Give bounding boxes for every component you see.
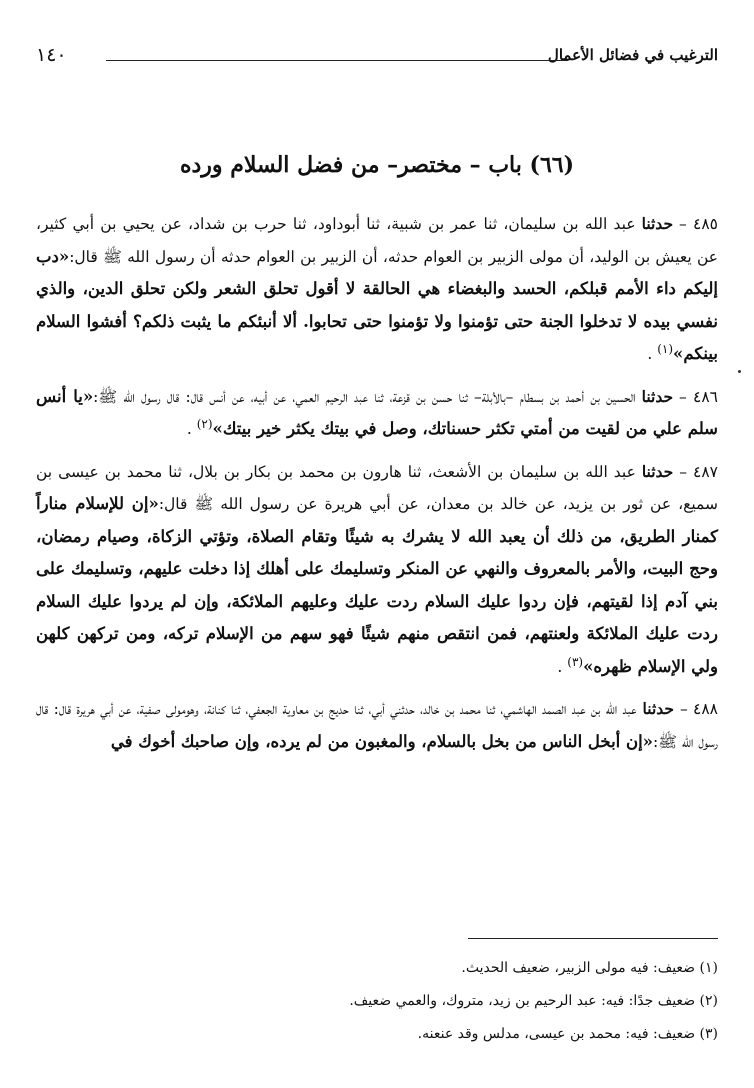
page-number: ١٤٠ bbox=[36, 44, 67, 66]
hadith-matn: «دب إليكم داء الأمم قبلكم، الحسد والبغضاء هي الحالقة لا أقول تحلق الشعر ولكن تحلق الدين، والذي نفسي بيده لا تدخلوا الجنة حتى تؤمنوا ولا تؤمنوا حتى تحابوا. ألا أنبئكم ما يثبت ذلكم؟ أفشوا السلام بينكم» bbox=[36, 246, 718, 363]
hadith-487 bbox=[36, 456, 718, 684]
hadith-isnad: عبد الله بن سليمان، ثنا عمر بن شبية، ثنا أبوداود، ثنا حرب بن شداد، عن يحيي بن أبي كثير، عن يعيش بن الوليد، أن مولى الزبير بن العوام حدثه، أن الزبير بن العوام حدثه أن رسول الله ﷺ قال: bbox=[36, 215, 718, 266]
hadith-number: ٤٨٦ – bbox=[679, 387, 718, 406]
chapter-title: (٦٦) باب – مختصر– من فضل السلام ورده bbox=[179, 152, 574, 178]
hadith-number: ٤٨٨ – bbox=[679, 700, 718, 718]
hadith-lead: حدثنا bbox=[641, 461, 674, 481]
footnotes bbox=[36, 952, 718, 1051]
hadith-isnad: الحسين بن أحمد بن بسطام –بالأبلة– ثنا حسن بن قزعة، ثنا عبد الرحيم العمي، عن أبيه، عن أنس قال: قال رسول الله ﷺ: bbox=[93, 387, 636, 406]
footnote-1: (١) ضعيف: فيه مولى الزبير، ضعيف الحديث. bbox=[461, 960, 718, 976]
hadith-end: . bbox=[647, 345, 653, 363]
hadith-lead: حدثنا bbox=[641, 386, 674, 406]
hadith-number: ٤٨٧ – bbox=[679, 462, 718, 481]
running-title: الترغيب في فضائل الأعمال bbox=[547, 46, 718, 64]
hadith-lead: حدثنا bbox=[641, 214, 674, 233]
margin-dot bbox=[738, 370, 741, 373]
main-text bbox=[36, 208, 718, 768]
footnote-ref: (٣) bbox=[567, 654, 584, 669]
hadith-488 bbox=[36, 693, 718, 758]
hadith-isnad: عبد الله بن سليمان بن الأشعث، ثنا هارون بن محمد بن بكار بن بلال، ثنا محمد بن عيسى بن سميع، عن ثور بن يزيد، عن خالد بن معدان، عن أبي هريرة عن رسول الله ﷺ قال: bbox=[36, 462, 718, 513]
hadith-matn: «إن للإسلام مناراً كمنار الطريق، من ذلك أن يعبد الله لا يشرك به شيئًا وتقام الصلاة، وتؤتي الزكاة، وصيام رمضان، وحج البيت، والأمر بالمعروف والنهي عن المنكر وتسليمك على أهلك إذا دخلت عليهم، وتسليمك على بني آدم إذا لقيتهم، فإن ردوا عليك السلام ردت عليك وعليهم الملائكة، وإن لم يردوا عليك السلام ردت عليك الملائكة ولعنتهم، فمن انتقص منهم شيئًا فهو سهم من الإسلام تركه، ومن تركهن كلهن ولي الإسلام ظهره» bbox=[36, 494, 718, 676]
hadith-end: . bbox=[186, 420, 192, 438]
footnote-ref: (٢) bbox=[196, 416, 213, 431]
page-header bbox=[36, 46, 718, 72]
footnote-3: (٣) ضعيف: فيه: محمد بن عيسى، مدلس وقد عنعنه. bbox=[417, 1026, 718, 1042]
footnote-2: (٢) ضعيف جدًا: فيه: عبد الرحيم بن زيد، متروك، والعمي ضعيف. bbox=[349, 993, 718, 1009]
hadith-485 bbox=[36, 208, 718, 371]
hadith-486 bbox=[36, 381, 718, 446]
hadith-lead: حدثنا bbox=[642, 699, 674, 718]
hadith-matn: «يا أنس سلم علي من لقيت من أمتي تكثر حسناتك، وصل في بيتك يكثر خير بيتك» bbox=[36, 386, 718, 438]
footnote-separator bbox=[468, 938, 718, 939]
footnote-ref: (١) bbox=[657, 341, 674, 356]
hadith-end: . bbox=[557, 657, 563, 676]
header-rule bbox=[106, 60, 568, 61]
hadith-number: ٤٨٥ – bbox=[679, 215, 718, 233]
hadith-isnad: عبد الله بن عبد الصمد الهاشمي، ثنا محمد بن خالد، حدثني أبي، ثنا حديج بن معاوية الجعفي، ثنا كنانة، وهومولى صفية، عن أبي هريرة قال: قال رسول الله ﷺ: bbox=[36, 700, 718, 751]
hadith-matn: «إن أبخل الناس من بخل بالسلام، والمغبون من لم يرده، وإن صاحبك أخوك في bbox=[110, 731, 653, 751]
